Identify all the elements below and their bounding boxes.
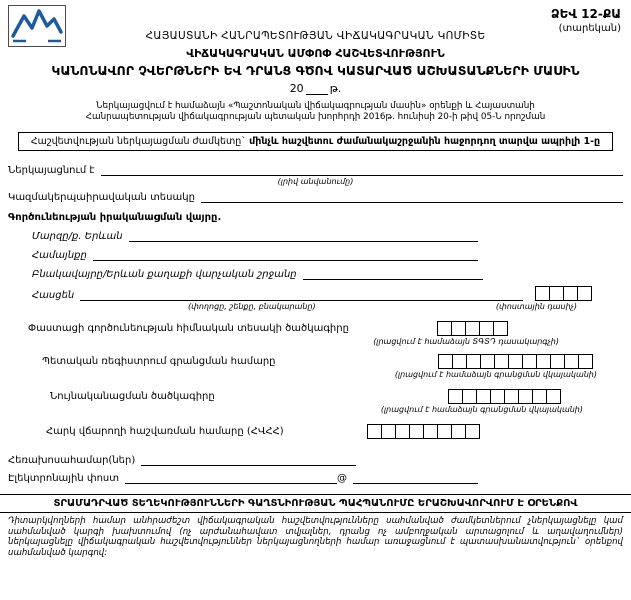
digit-box[interactable] [522,354,537,369]
digit-box[interactable] [577,286,592,301]
field-email [8,471,623,484]
year-suffix: թ. [329,82,342,95]
form-code-block [551,7,621,34]
activity-code-boxes [437,321,508,336]
digit-box[interactable] [423,424,438,439]
armstat-logo [8,5,66,47]
digit-box[interactable] [476,389,491,404]
digit-box[interactable] [578,354,593,369]
org-type-input-line[interactable] [201,190,623,203]
year-input[interactable] [306,83,328,95]
digit-box[interactable] [465,321,480,336]
email-domain-input-line[interactable] [353,471,478,484]
armstat-logo-graphic [8,5,66,47]
field-address [32,286,623,301]
digit-box[interactable] [536,354,551,369]
presenter-input-line[interactable] [101,163,623,176]
digit-box[interactable] [462,389,477,404]
field-activity-code [28,321,623,336]
digit-box[interactable] [438,354,453,369]
tin-boxes [367,424,480,439]
activity-code-hint: (լրացվում է համաձայն ՏԳՏԴ դասակարգչի) [373,336,559,346]
register-number-boxes [438,354,593,369]
deadline-box [18,132,613,151]
org-type-label: Կազմակերպաիրավական տեսակը [8,191,195,203]
field-presenter [8,163,623,176]
digit-box[interactable] [451,321,466,336]
digit-box[interactable] [395,424,410,439]
digit-box[interactable] [448,389,463,404]
digit-box[interactable] [452,354,467,369]
form-periodicity: (տարեկան) [558,23,621,34]
digit-box[interactable] [563,286,578,301]
digit-box[interactable] [409,424,424,439]
postal-code-boxes [535,286,592,301]
region-label: Մարզը/ք. Երևան [32,230,123,242]
year-row [8,82,623,95]
community-input-line[interactable] [93,248,478,261]
settlement-input-line[interactable] [303,267,483,280]
digit-box[interactable] [381,424,396,439]
email-label: Էլեկտրոնային փոստ [8,472,120,484]
postal-hint: (փոստային դասիչ) [495,301,577,311]
field-org-type [8,190,623,203]
region-input-line[interactable] [129,229,478,242]
id-code-hint: (լրացվում է համաձայն գրանցման վկայականի) [380,404,583,414]
id-code-label: Նույնականացման ծածկագիրը [50,390,215,402]
legal-warning: Դիտարկվողների համար անհրաժեշտ վիճակագրական հաշվետվությունները սահմանված ժամկետներում չներկայացնելը կամ սահմանված կարգի խախտումով (ոչ արժանահավատ տվյալներ, դրանց ոչ ամբողջական արտացոլում և աղավաղումներ) ներկայացնելը վիճակագրական հաշվետվություններ ներկայացնողների համար առաջացնում է պատասխանատվություն` օրենքով սահմանված կարգով: [8,515,623,559]
deadline-value: մինչև հաշվետու ժամանակաշրջանին հաջորդող տարվա ապրիլի 1-ը [249,135,601,147]
digit-box[interactable] [479,321,494,336]
digit-box[interactable] [494,354,509,369]
digit-box[interactable] [367,424,382,439]
address-label: Հասցեն [32,289,75,301]
digit-box[interactable] [437,321,452,336]
digit-box[interactable] [437,424,452,439]
digit-box[interactable] [451,424,466,439]
digit-box[interactable] [546,389,561,404]
field-register-number [42,354,623,369]
field-community [32,248,623,261]
field-settlement [32,267,623,280]
community-label: Համայնքը [32,249,87,261]
presenter-hint: (լրիվ անվանումը) [277,176,354,186]
address-hints [8,302,623,311]
form-code: ՁԵՎ 12-ՔԱ [550,7,621,21]
address-input-line[interactable] [80,288,523,301]
digit-box[interactable] [466,354,481,369]
digit-box[interactable] [550,354,565,369]
activity-location-heading [8,212,623,223]
register-hint: (լրացվում է համաձայն գրանցման վկայականի) [394,369,597,379]
field-phone [8,453,623,466]
activity-location-label: Գործունեության իրականացման վայրը. [8,211,222,223]
activity-code-label: Փաստացի գործունեության հիմնական տեսակի ծածկագիրը [28,322,349,334]
digit-box[interactable] [493,321,508,336]
address-hint: (փողոցը, շենքը, բնակարանը) [188,301,316,311]
id-code-boxes [448,389,561,404]
field-tin [46,424,623,439]
year-prefix: 20 [289,82,304,95]
email-local-input-line[interactable] [125,471,337,484]
digit-box[interactable] [532,389,547,404]
presenter-label: Ներկայացնում է [8,164,95,176]
digit-box[interactable] [535,286,550,301]
email-at-sign: @ [337,472,348,484]
digit-box[interactable] [480,354,495,369]
phone-input-line[interactable] [141,453,356,466]
form-title: ԿԱՆՈՆԱՎՈՐ ՉՎԵՐԹՆԵՐԻ ԵՎ ԴՐԱՆՑ ԳԾՈՎ ԿԱՏԱՐՎԱԾ ԱՇԽԱՏԱՆՔՆԵՐԻ ՄԱՍԻՆ [51,63,580,78]
digit-box[interactable] [508,354,523,369]
tin-label: Հարկ վճարողի հաշվառման համարը (ՀՎՀՀ) [46,425,284,437]
digit-box[interactable] [549,286,564,301]
phone-label: Հեռախոսահամար(ներ) [8,454,136,466]
committee-name: ՀԱՅԱՍՏԱՆԻ ՀԱՆՐԱՊԵՏՈՒԹՅԱՆ ՎԻՃԱԿԱԳՐԱԿԱՆ ԿՈՄԻՏԵ [145,30,486,42]
legal-basis-note: Ներկայացվում է համաձայն «Պաշտոնական վիճակագրության մասին» օրենքի և Հայաստանի Հանրապետության վիճակագրության պետական խորհրդի 2016թ. հունիսի 20-ի թիվ 05-Ն որոշման [85,101,546,123]
digit-box[interactable] [518,389,533,404]
settlement-label: Բնակավայրը/Երևան քաղաքի վարչական շրջանը [32,268,297,280]
field-region [32,229,623,242]
deadline-label: Հաշվետվության ներկայացման ժամկետը` [30,135,247,147]
digit-box[interactable] [504,389,519,404]
digit-box[interactable] [490,389,505,404]
register-label: Պետական ռեգիստրում գրանցման համարը [42,355,276,367]
digit-box[interactable] [465,424,480,439]
digit-box[interactable] [564,354,579,369]
report-type: ՎԻՃԱԿԱԳՐԱԿԱՆ ԱՄՓՈՓ ՀԱՇՎԵՏՎՈՒԹՅՈՒՆ [186,47,445,60]
field-id-code [50,389,623,404]
confidentiality-banner: ՏՐԱՄԱԴՐՎԱԾ ՏԵՂԵԿՈՒԹՅՈՒՆՆԵՐԻ ԳԱՂՏՆԻՈՒԹՅԱՆ ՊԱՀՊԱՆՈՒՄԸ ԵՐԱՇԽԱՎՈՐՎՈՒՄ Է ՕՐԵՆՔՈՎ [0,494,631,513]
